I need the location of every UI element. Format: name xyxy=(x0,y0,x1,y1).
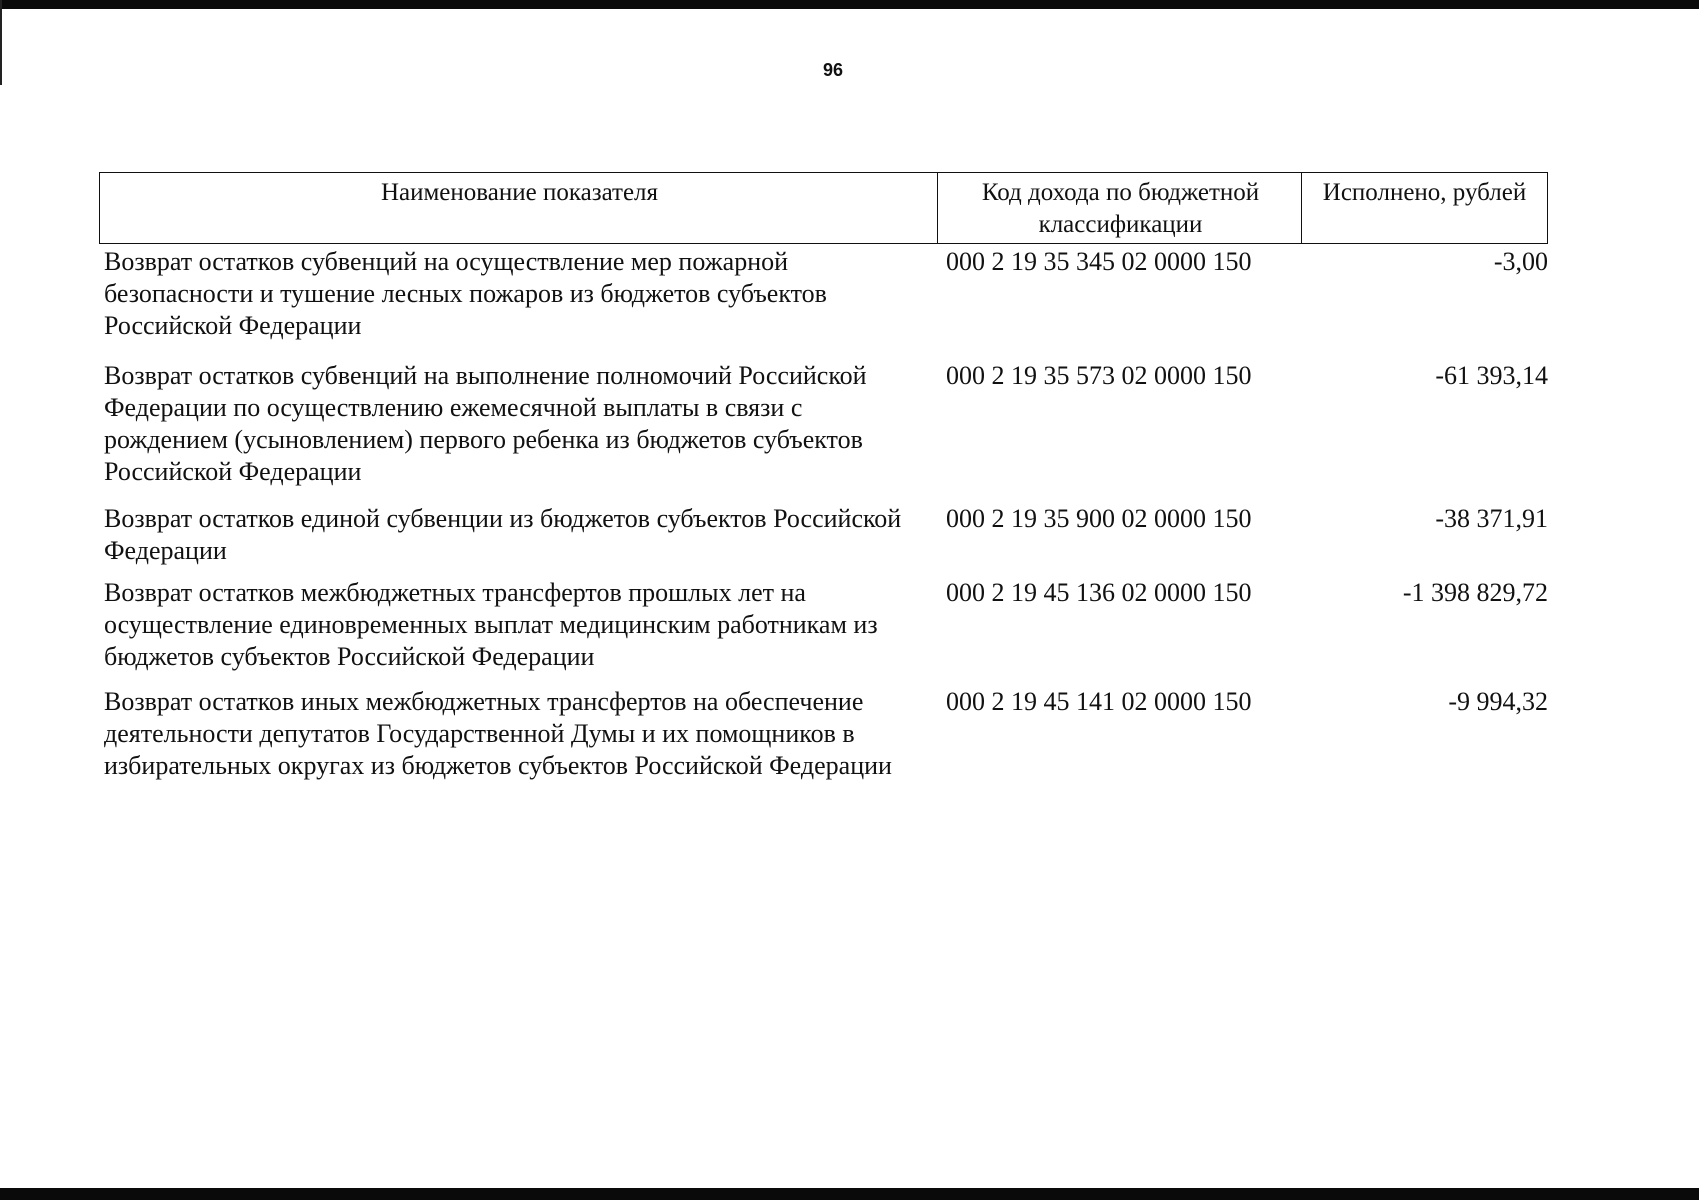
row-code: 000 2 19 45 136 02 0000 150 xyxy=(946,578,1252,607)
table-header xyxy=(99,172,1548,246)
row-name: Возврат остатков единой субвенции из бюджетов субъектов Российской Федерации xyxy=(104,504,902,565)
header-name: Наименование показателя xyxy=(99,172,939,244)
table-row xyxy=(100,577,1548,686)
scan-border-bottom xyxy=(0,1188,1699,1200)
row-amount: -3,00 xyxy=(1493,247,1548,276)
row-name: Возврат остатков субвенций на выполнение полномочий Российской Федерации по осуществлению ежемесячной выплаты в связи с рождением (усыновлением) первого ребенка из бюджетов субъектов Российской Федерации xyxy=(104,361,867,486)
table-row xyxy=(100,360,1548,503)
row-name: Возврат остатков иных межбюджетных трансфертов на обеспечение деятельности депутатов Государственной Думы и их помощников в избирательных округах из бюджетов субъектов Российской Федерации xyxy=(104,687,892,780)
header-code: Код дохода по бюджетной классификации xyxy=(937,172,1303,244)
row-code: 000 2 19 35 345 02 0000 150 xyxy=(946,247,1252,276)
row-amount: -9 994,32 xyxy=(1448,687,1548,716)
table-row xyxy=(100,686,1548,796)
table-row xyxy=(100,503,1548,577)
row-name: Возврат остатков субвенций на осуществление мер пожарной безопасности и тушение лесных пожаров из бюджетов субъектов Российской Федерации xyxy=(104,247,827,340)
row-amount: -1 398 829,72 xyxy=(1402,578,1548,607)
page-number: 96 xyxy=(822,60,844,80)
row-amount: -38 371,91 xyxy=(1435,504,1548,533)
row-code: 000 2 19 35 573 02 0000 150 xyxy=(946,361,1252,390)
row-amount: -61 393,14 xyxy=(1435,361,1548,390)
table-body xyxy=(100,246,1548,796)
row-code: 000 2 19 45 141 02 0000 150 xyxy=(946,687,1252,716)
header-amount: Исполнено, рублей xyxy=(1301,172,1548,244)
scan-border-top xyxy=(0,0,1699,9)
row-name: Возврат остатков межбюджетных трансфертов прошлых лет на осуществление единовременных выплат медицинским работникам из бюджетов субъектов Российской Федерации xyxy=(104,578,878,671)
row-code: 000 2 19 35 900 02 0000 150 xyxy=(946,504,1252,533)
table-row xyxy=(100,246,1548,360)
